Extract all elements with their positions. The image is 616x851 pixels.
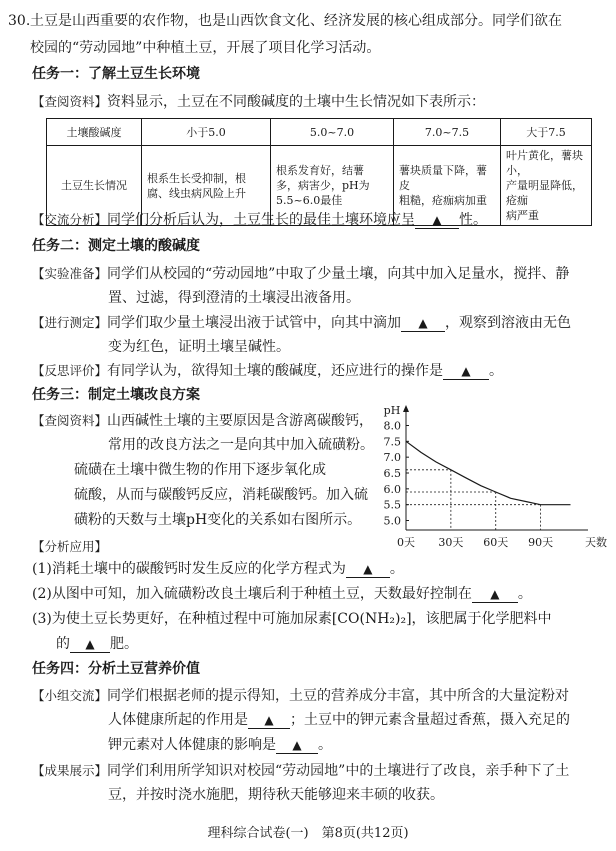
q2-end: 。 [517,586,532,602]
task2-prep-line-1 [32,265,569,283]
task1-research [32,93,485,111]
table-cell [501,146,592,226]
table-cell-line: 根系发育好，结薯 [276,164,364,177]
y-tick-label: 7.5 [383,435,401,449]
task4-group-line-2 [108,712,570,729]
q3-end: 肥。 [110,636,138,652]
table-cell-line: 根系生长受抑制，根 [147,171,246,185]
table-header-cell: 5.0~7.0 [271,119,394,146]
blank-marker: ▲ [461,364,471,378]
exchange-end: 性。 [459,212,488,228]
answer-blank[interactable] [248,713,290,729]
y-tick-label: 8.0 [383,419,401,433]
task2-title: 任务二：测定土壤的酸碱度 [32,238,200,254]
ph-series-line [406,441,571,504]
task4-title: 任务四：分析土豆营养价值 [32,661,200,677]
group-text: 钾元素对人体健康的影响是 [108,737,276,753]
result-text: 同学们利用所学知识对校园“劳动园地”中的土壤进行了改良，亲手种下了土 [107,763,570,779]
q1-text: (1)消耗土壤中的碳酸钙时发生反应的化学方程式为 [32,561,346,577]
x-tick-label: 60天 [483,536,509,549]
x-tick-label: 90天 [528,536,554,549]
task1-title: 任务一：了解土豆生长环境 [32,66,200,82]
task3-q2 [32,586,532,603]
task3-research-line-4: 硫酸，从而与碳酸钙反应，消耗碳酸钙。加入硫 [74,487,368,503]
blank-marker: ▲ [432,213,442,227]
table-cell-line: 5.5~6.0最佳 [276,194,343,207]
table-header-cell: 土壤酸碱度 [47,119,142,146]
task4-group-line-1 [32,687,569,705]
reflect-end: 。 [489,363,504,379]
task3-analysis-tag [32,538,107,556]
measure-text: 同学们取少量土壤浸出液于试管中，向其中滴加 [107,315,402,331]
task3-research-line-1 [32,412,373,430]
soil-growth-table [46,118,592,226]
y-tick-label: 5.5 [383,498,401,512]
task4-result-line-1 [32,762,569,780]
blank-marker: ▲ [363,562,373,576]
blank-marker: ▲ [292,738,302,752]
task2-measure-line-1 [32,314,571,332]
answer-blank[interactable] [401,316,445,332]
y-axis-label: pH [383,404,401,417]
y-tick-label: 7.0 [383,451,401,465]
task2-measure-line-2: 变为红色，证明土壤呈碱性。 [108,339,290,355]
measure-tag: 【进行测定】 [32,315,108,330]
q2-text: (2)从图中可知，加入硫磺粉改良土壤后利于种植土豆，天数最好控制在 [32,586,472,602]
exchange-text: 同学们分析后认为，土豆生长的最佳土壤环境应呈 [107,212,416,228]
table-row-label: 土豆生长情况 [47,146,142,226]
research-text: 山西碱性土壤的主要原因是含游离碳酸钙， [107,413,374,429]
task2-reflect [32,362,503,380]
answer-blank[interactable] [276,738,318,754]
answer-blank[interactable] [472,587,518,603]
question-intro-line-1: 土豆是山西重要的农作物，也是山西饮食文化、经济发展的核心组成部分。同学们欲在 [30,13,562,29]
x-axis-label: 天数 [585,536,607,549]
group-tag: 【小组交流】 [32,688,108,703]
blank-marker: ▲ [264,713,274,727]
measure-text-end: ，观察到溶液由无色 [445,315,572,331]
research-tag: 【查阅资料】 [32,413,108,428]
y-tick-label: 6.5 [383,467,401,480]
task4-result-line-2: 豆，并按时浇水施肥，期待秋天能够迎来丰硕的收获。 [108,787,444,803]
table-cell-line: 叶片黄化，薯块小， [506,149,583,177]
task3-research-line-2: 常用的改良方法之一是向其中加入硫磺粉。 [108,437,374,453]
exchange-tag: 【交流分析】 [32,212,108,227]
y-tick-label: 5.0 [383,514,401,528]
task3-q3-line-1: (3)为使土豆长势更好，在种植过程中可施加尿素[CO(NH₂)₂]，该肥属于化学肥料中 [32,611,552,627]
task1-exchange [32,211,487,229]
table-cell-line: 病严重 [506,209,539,222]
task3-title: 任务三：制定土壤改良方案 [32,387,200,403]
group-text-end: ；土豆中的钾元素含量超过香蕉，摄入充足的 [290,712,570,728]
table-cell-line: 粗糙，疮痂病加重 [399,194,487,207]
answer-blank[interactable] [346,562,390,578]
task2-prep-line-2: 置、过滤，得到澄清的土壤浸出液备用。 [108,290,360,306]
task3-q3-line-2 [56,636,138,653]
table-header-cell: 小于5.0 [142,119,271,146]
group-text-end: 。 [318,737,332,753]
answer-blank[interactable] [443,364,489,380]
result-tag: 【成果展示】 [32,763,108,778]
table-cell-line: 多，病害少，pH为 [276,179,370,192]
task3-research-line-5: 磺粉的天数与土壤pH变化的关系如右图所示。 [74,512,362,528]
task3-research-line-3: 硫磺在土壤中微生物的作用下逐步氧化成 [74,462,326,478]
prep-text: 同学们从校园的“劳动园地”中取了少量土壤，向其中加入足量水，搅拌、静 [107,266,570,282]
question-intro-line-2: 校园的“劳动园地”中种植土豆，开展了项目化学习活动。 [30,40,381,56]
blank-marker: ▲ [490,587,500,601]
blank-marker: ▲ [418,316,428,330]
answer-blank[interactable] [70,637,110,653]
x-tick-label: 30天 [438,536,464,549]
y-tick-label: 6.0 [383,482,401,496]
table-cell-line: 产量明显降低，疮痂 [506,179,583,207]
ph-chart [372,402,608,552]
reflect-text: 有同学认为，欲得知土壤的酸碱度，还应进行的操作是 [107,363,444,379]
task4-group-line-3 [108,737,332,754]
table-header-cell: 大于7.5 [501,119,592,146]
task3-q1 [32,561,404,578]
table-cell-line: 薯块质量下降，薯皮 [399,164,487,192]
blank-marker: ▲ [85,637,95,651]
page-footer: 理科综合试卷(一) 第8页(共12页) [207,826,409,841]
table-header-row [47,119,592,146]
q3-text: 的 [56,636,70,652]
reflect-tag: 【反思评价】 [32,363,108,378]
analysis-tag: 【分析应用】 [32,539,108,554]
question-number: 30. [8,13,31,29]
y-axis-arrow [403,405,409,412]
research-tag: 【查阅资料】 [32,94,108,109]
q1-end: 。 [389,561,404,577]
prep-tag: 【实验准备】 [32,266,108,281]
answer-blank[interactable] [415,213,459,229]
table-header-cell: 7.0~7.5 [394,119,501,146]
research-text: 资料显示，土豆在不同酸碱度的土壤中生长情况如下表所示： [107,94,486,110]
table-cell-line: 腐、线虫病风险上升 [147,186,246,200]
x-tick-label: 0天 [397,536,415,549]
group-text: 人体健康所起的作用是 [108,712,248,728]
group-text: 同学们根据老师的提示得知，土豆的营养成分丰富，其中所含的大量淀粉对 [107,688,570,704]
